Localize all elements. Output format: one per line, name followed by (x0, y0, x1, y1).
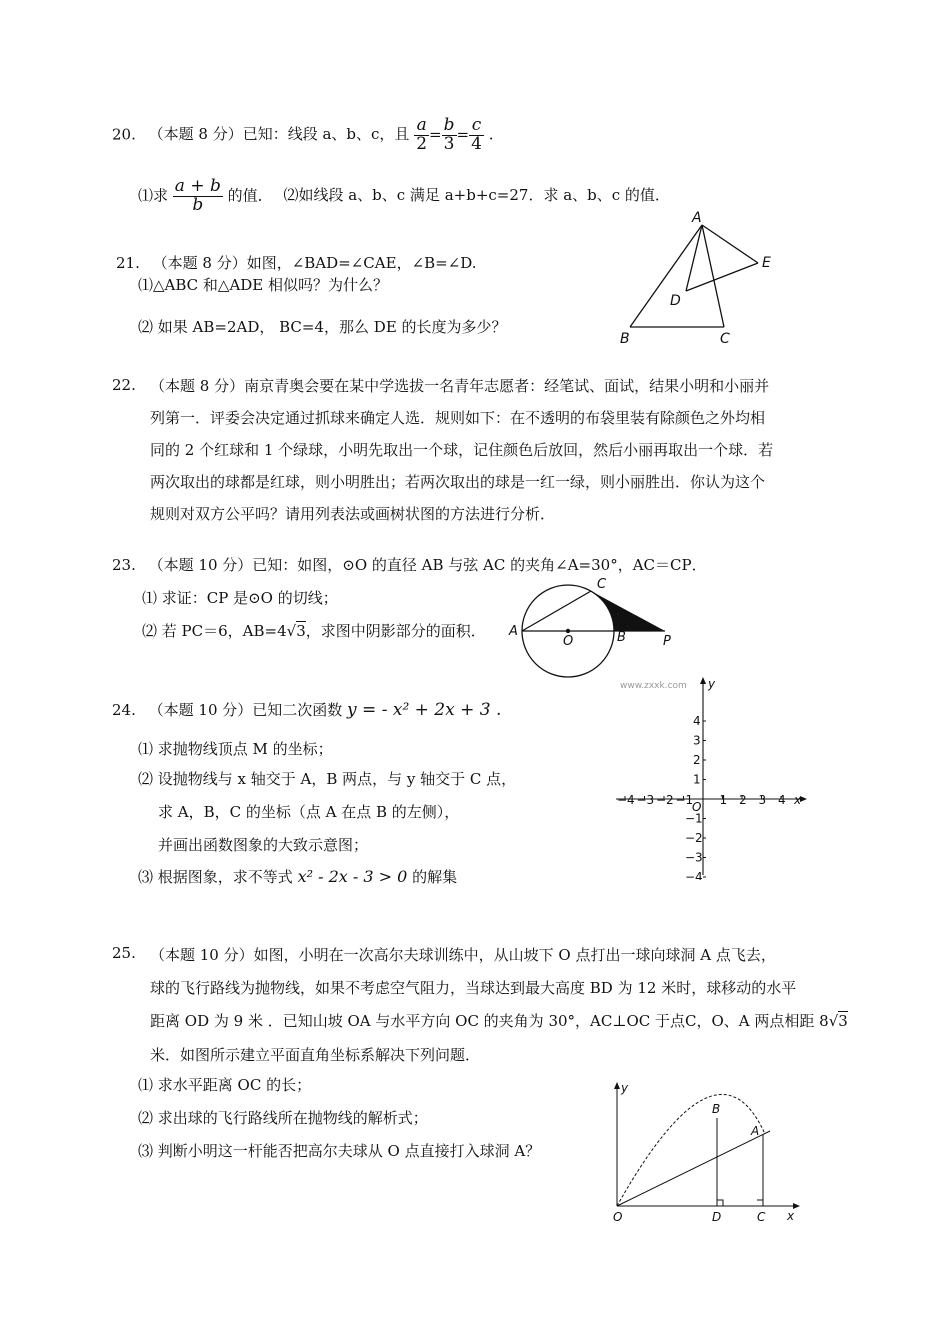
center-dot (566, 629, 570, 633)
q24-part3-line (138, 866, 457, 887)
q22-line-1: （本题 8 分）南京青奥会要在某中学选拔一名青年志愿者：经笔试、面试，结果小明和小丽并 (150, 377, 770, 395)
q24-part2b: 求 A，B，C 的坐标（点 A 在点 B 的左侧）， (158, 803, 460, 821)
y-tick-label: −2 (685, 831, 703, 845)
label-y: y (621, 1081, 629, 1095)
q23-header-line (112, 554, 707, 575)
q21-number: 21. (116, 254, 140, 272)
y-tick-label: 1 (693, 772, 701, 787)
label-p: P (663, 634, 671, 649)
y-tick-label: −3 (685, 850, 703, 865)
q24-number: 24. (112, 701, 136, 719)
label-e: E (762, 255, 771, 271)
x-tick-label: −1 (675, 793, 694, 807)
label-x: x (787, 1209, 795, 1223)
x-tick-label: 2 (739, 793, 747, 807)
q20-fraction-b: $\frac{b}{3}$ (443, 115, 455, 154)
q22-line-5: 规则对双方公平吗？请用列表法或画树状图的方法进行分析． (150, 505, 556, 523)
label-c: C (757, 1210, 766, 1224)
q25-line-1: （本题 10 分）如图，小明在一次高尔夫球训练中，从山坡下 O 点打出一球向球洞 A 点飞去， (150, 946, 776, 964)
x-tick-label: 1 (719, 793, 728, 807)
y-tick-label: −1 (685, 811, 703, 826)
q25-part2: ⑵ 求出球的飞行路线所在抛物线的解析式； (138, 1109, 428, 1127)
chord-ac (522, 591, 591, 631)
q23-circle-figure (505, 575, 690, 685)
segment-ae (702, 225, 758, 263)
q20-fraction-c: $\frac{c}{4}$ (471, 115, 482, 154)
x-tick-label: 4 (778, 793, 786, 807)
q25-line-4: 米．如图所示建立平面直角坐标系解决下列问题． (150, 1046, 481, 1064)
label-d: D (670, 293, 681, 309)
label-c: C (597, 577, 607, 592)
slope-oa (617, 1131, 770, 1206)
shaded-region (591, 591, 665, 631)
x-tick-label: −4 (617, 793, 635, 807)
label-c: C (720, 331, 730, 347)
q21-triangle-figure (610, 205, 790, 350)
q24-part2a: ⑵ 设抛物线与 x 轴交于 A，B 两点，与 y 轴交于 C 点， (138, 770, 517, 788)
q20-part1-pre: ⑴求 (138, 186, 169, 205)
q23-part2-pre: ⑵ 若 PC＝6，AB=4 (142, 622, 287, 640)
y-tick-label: 2 (693, 753, 701, 767)
q25-part1: ⑴ 求水平距离 OC 的长； (138, 1076, 312, 1094)
parabola-path (617, 1094, 765, 1206)
y-tick-label: 4 (693, 714, 701, 728)
y-tick-label: −4 (685, 870, 703, 880)
label-o: O (563, 634, 574, 649)
label-b: B (620, 331, 630, 347)
q23-sqrt: √3 (286, 622, 306, 640)
q20-number: 20. (112, 125, 136, 144)
q25-line-2: 球的飞行路线为抛物线，如果不考虑空气阻力，当球达到最大高度 BD 为 12 米时，球移动的水平 (150, 979, 797, 997)
segment-ac (702, 225, 724, 327)
q20-header: （本题 8 分）已知：线段 a、b、c，且 (148, 125, 410, 144)
q20-part1-post: 的值． (227, 186, 273, 205)
label-d: D (712, 1210, 722, 1224)
q24-inequality: x² - 2x - 3 > 0 (297, 867, 408, 886)
q24-header-line (112, 699, 501, 720)
q24-header: （本题 10 分）已知二次函数 (148, 701, 343, 719)
q21-part1: ⑴△ABC 和△ADE 相似吗？为什么？ (138, 276, 389, 294)
q20-header-line: 20. （本题 8 分）已知：线段 a、b、c，且 $\frac{a}{2}$ = $\frac{b}{3}$ = $\frac{c}{4}$ . (112, 115, 494, 154)
q25-part3: ⑶ 判断小明这一杆能否把高尔夫球从 O 点直接打入球洞 A？ (138, 1142, 541, 1160)
q22-line-4: 两次取出的球都是红球，则小明胜出；若两次取出的球是一红一绿，则小丽胜出．你认为这个 (150, 473, 766, 491)
q22-line-2: 列第一．评委会决定通过抓球来确定人选．规则如下：在不透明的布袋里装有除颜色之外均相 (150, 409, 766, 427)
q24-function: y = - x² + 2x + 3 . (347, 700, 502, 720)
label-o: O (613, 1210, 623, 1224)
label-b: B (712, 1102, 721, 1116)
label-a: A (751, 1124, 760, 1138)
x-tick-label: −3 (636, 793, 655, 807)
axis-y-label: y (708, 677, 716, 691)
segment-ad (686, 225, 702, 291)
q25-line-3: 距离 OD 为 9 米 ．已知山坡 OA 与水平方向 OC 的夹角为 30°，AC⊥OC 于点C，O、A 两点相距 8√3 (150, 1012, 848, 1030)
label-b: B (617, 630, 626, 645)
y-axis-arrow (614, 1082, 620, 1089)
q24-part3-pre: ⑶ 根据图象，求不等式 (138, 868, 293, 886)
q23-number: 23. (112, 556, 136, 574)
q20-part2: ⑵如线段 a、b、c 满足 a+b+c=27．求 a、b、c 的值． (283, 186, 670, 205)
q23-part2-post: ，求图中阴影部分的面积． (305, 622, 486, 640)
q25-sqrt: √3 (828, 1012, 848, 1030)
q24-part3-post: 的解集 (412, 868, 458, 886)
x-tick-label: 3 (758, 793, 767, 807)
q24-coordinate-grid (610, 670, 815, 880)
label-a: A (692, 210, 702, 226)
segment-de (686, 263, 758, 291)
axis-x-label: x (794, 793, 802, 807)
q24-part1: ⑴ 求抛物线顶点 M 的坐标； (138, 740, 333, 758)
q23-part1: ⑴ 求证：CP 是⊙O 的切线； (142, 589, 338, 607)
q21-part2: ⑵ 如果 AB=2AD， BC=4，那么 DE 的长度为多少？ (138, 318, 507, 336)
x-tick-label: −2 (656, 793, 674, 807)
q25-number: 25. (112, 944, 136, 962)
q24-part2c: 并画出函数图象的大致示意图； (158, 836, 369, 854)
q22-number: 22. (112, 376, 136, 394)
label-a: A (509, 624, 518, 639)
q22-line-3: 同的 2 个红球和 1 个绿球，小明先取出一个球，记住颜色后放回，然后小丽再取出一个球．若 (150, 441, 774, 459)
right-angle-d (717, 1200, 723, 1206)
q25-golf-figure (605, 1075, 805, 1225)
q21-header: （本题 8 分）如图，∠BAD=∠CAE，∠B=∠D. (152, 254, 477, 272)
q23-header: （本题 10 分）已知：如图，⊙O 的直径 AB 与弦 AC 的夹角∠A=30°，AC＝CP． (148, 556, 707, 574)
y-tick-label: 3 (693, 733, 701, 748)
q20-parts-line (138, 178, 670, 215)
q21-header-line (116, 252, 477, 273)
q20-part1-fraction: $\frac{a + b}{b}$ (174, 176, 221, 215)
y-axis-arrow (700, 677, 706, 684)
origin-label: O (692, 800, 702, 814)
q20-fraction-a: $\frac{a}{2}$ (416, 115, 428, 154)
segment-ab (630, 225, 702, 327)
q23-part2-line (142, 620, 486, 641)
watermark: www.zxxk.com (620, 681, 687, 691)
